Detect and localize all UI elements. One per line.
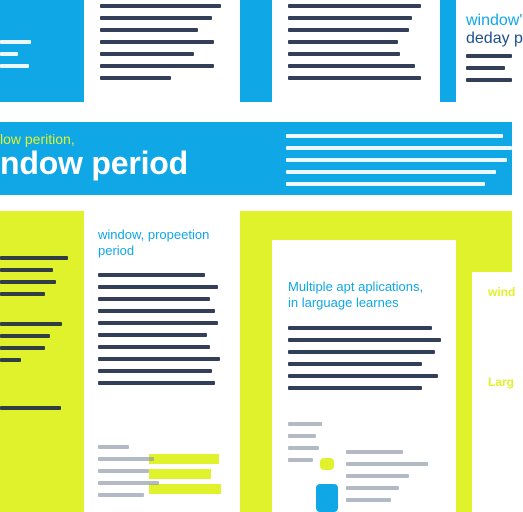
- middle-right-heading-2: in larguage learnes: [288, 295, 399, 310]
- banner-kicker: low perition,: [0, 131, 75, 147]
- banner-right-text: [286, 134, 512, 194]
- top-left-blue-text: [0, 40, 52, 76]
- middle-right-blue-indicator: [316, 484, 338, 512]
- top-middle-card: [272, 0, 440, 102]
- yellow-left-column-text: [0, 256, 80, 418]
- middle-left-heading-1: window, propeetion: [98, 227, 210, 242]
- top-left-card: [84, 0, 240, 102]
- right-edge-blue-panel: [472, 272, 516, 512]
- middle-left-card: [84, 211, 240, 512]
- middle-right-card-text: [288, 326, 444, 398]
- right-edge-label-2: Larg: [488, 375, 515, 389]
- middle-right-yellow-indicator: [320, 458, 334, 470]
- top-right-card: [456, 0, 523, 102]
- middle-left-card-footer-text: [98, 445, 226, 505]
- middle-left-heading-2: period: [98, 243, 135, 258]
- banner-title: ndow period: [0, 145, 189, 181]
- top-middle-card-text: [288, 4, 436, 88]
- top-right-card-text: [466, 54, 512, 90]
- middle-right-card: [272, 240, 456, 512]
- top-right-title-2: deday p: [466, 30, 523, 47]
- middle-right-heading-1: Multiple apt aplications,: [288, 279, 424, 294]
- top-right-title-1: window': [466, 12, 523, 29]
- right-edge-text-1: [488, 310, 512, 358]
- right-edge-label-1: wind: [488, 285, 516, 299]
- middle-left-card-text: [98, 273, 228, 393]
- right-edge-text-2: [488, 400, 512, 460]
- middle-right-card-bottom-text: [346, 450, 448, 510]
- top-left-card-text: [100, 4, 232, 88]
